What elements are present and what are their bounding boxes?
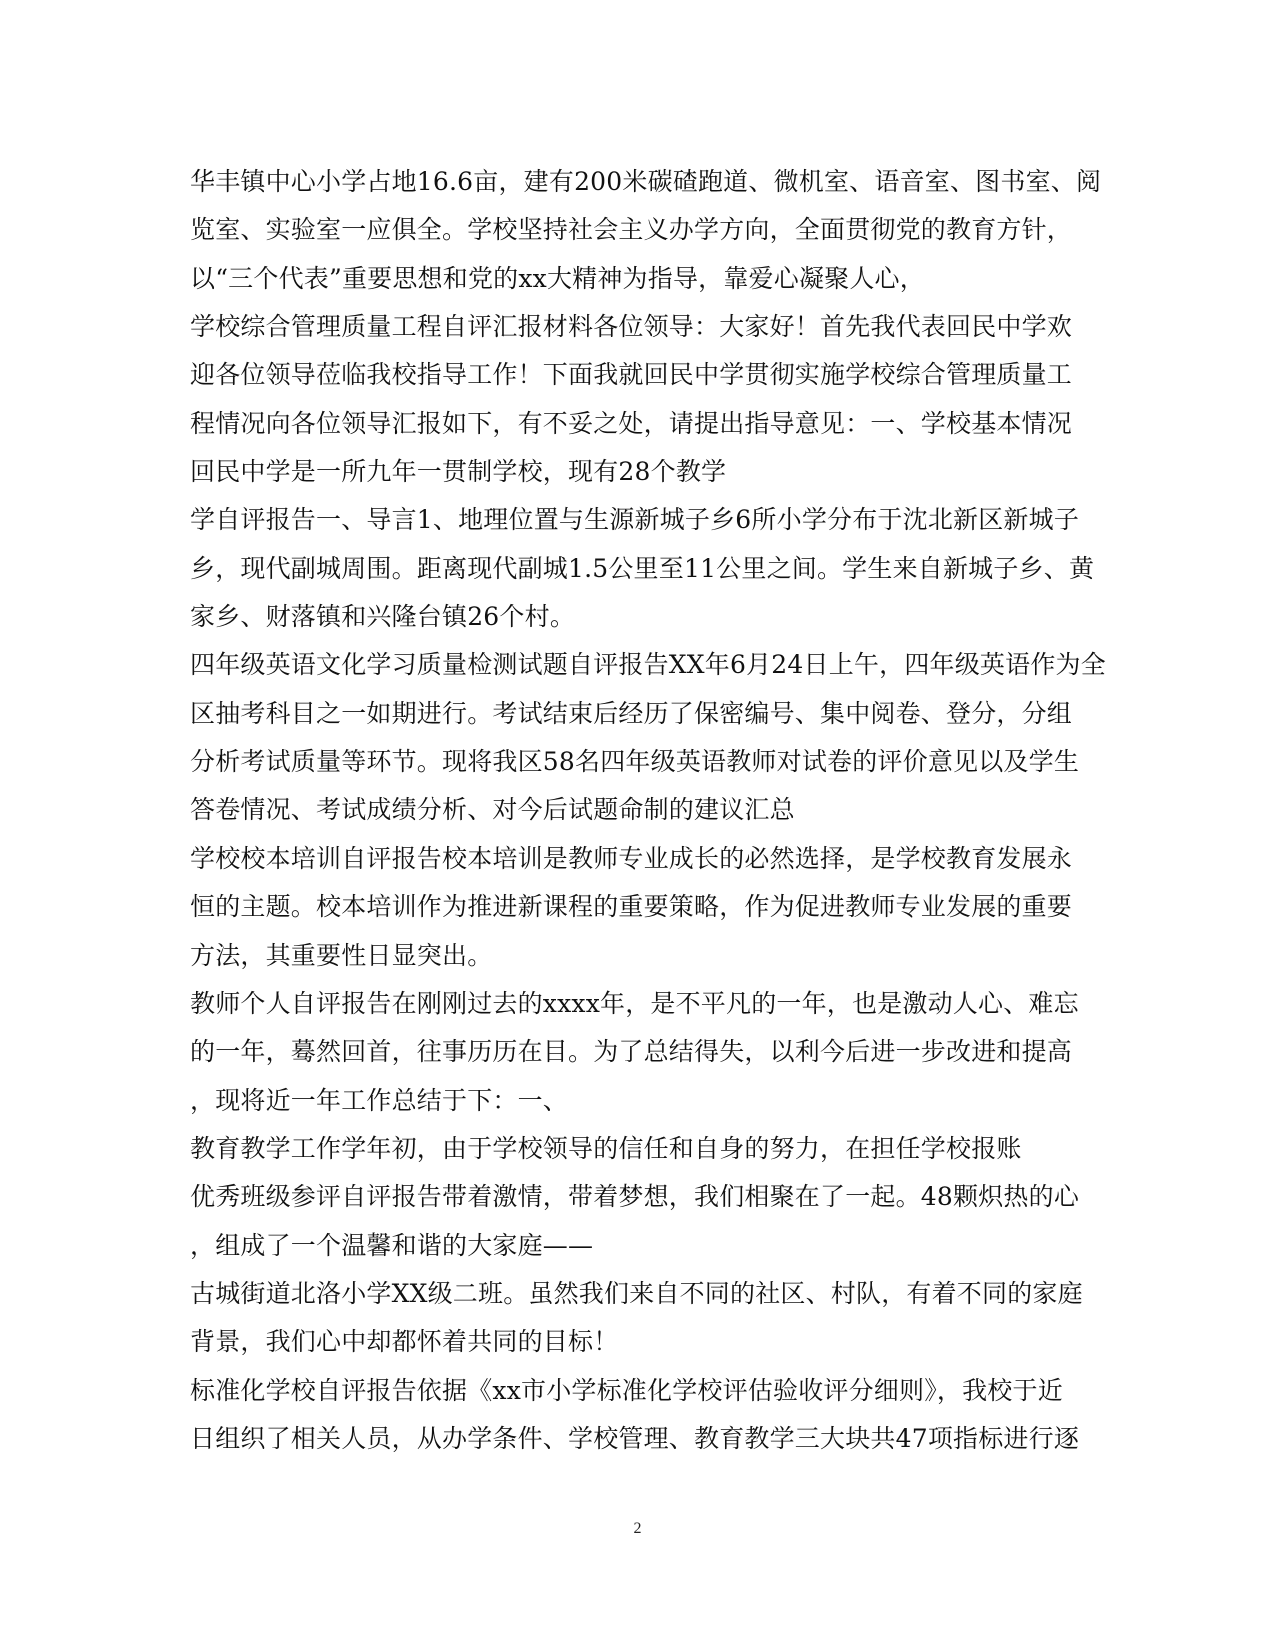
text-line: 古城街道北洛小学XX级二班。虽然我们来自不同的社区、村队，有着不同的家庭 xyxy=(190,1278,1083,1308)
text-line: 学校综合管理质量工程自评汇报材料各位领导：大家好！首先我代表回民中学欢 xyxy=(190,312,1073,342)
text-line: 教师个人自评报告在刚刚过去的xxxx年，是不平凡的一年，也是激动人心、难忘 xyxy=(190,988,1079,1018)
text-line: 标准化学校自评报告依据《xx市小学标准化学校评估验收评分细则》，我校于近 xyxy=(190,1375,1063,1405)
text-line: 恒的主题。校本培训作为推进新课程的重要策略，作为促进教师专业发展的重要 xyxy=(190,892,1073,922)
text-line: 学校校本培训自评报告校本培训是教师专业成长的必然选择，是学校教育发展永 xyxy=(190,843,1073,873)
text-line: 家乡、财落镇和兴隆台镇26个村。 xyxy=(190,602,576,632)
text-line: 览室、实验室一应俱全。学校坚持社会主义办学方向，全面贯彻党的教育方针， xyxy=(190,215,1073,245)
text-line: 分析考试质量等环节。现将我区58名四年级英语教师对试卷的评价意见以及学生 xyxy=(190,747,1080,777)
text-line: 乡，现代副城周围。距离现代副城1.5公里至11公里之间。学生来自新城子乡、黄 xyxy=(190,553,1095,583)
text-line: 区抽考科目之一如期进行。考试结束后经历了保密编号、集中阅卷、登分，分组 xyxy=(190,698,1073,728)
text-line: 回民中学是一所九年一贯制学校，现有28个教学 xyxy=(190,457,727,487)
text-line: 方法，其重要性日显突出。 xyxy=(190,940,493,970)
text-line: 背景，我们心中却都怀着共同的目标！ xyxy=(190,1327,619,1357)
text-line: 迎各位领导莅临我校指导工作！下面我就回民中学贯彻实施学校综合管理质量工 xyxy=(190,360,1073,390)
text-line: 答卷情况、考试成绩分析、对今后试题命制的建议汇总 xyxy=(190,795,795,825)
text-line: 优秀班级参评自评报告带着激情，带着梦想，我们相聚在了一起。48颗炽热的心 xyxy=(190,1182,1080,1212)
text-line: ，组成了一个温馨和谐的大家庭—— xyxy=(190,1230,594,1260)
text-line: 华丰镇中心小学占地16.6亩，建有200米碳碴跑道、微机室、语音室、图书室、阅 xyxy=(190,167,1102,196)
text-line: 以“三个代表”重要思想和党的xx大精神为指导，靠爱心凝聚人心， xyxy=(190,263,925,293)
text-line: 教育教学工作学年初，由于学校领导的信任和自身的努力，在担任学校报账 xyxy=(190,1133,1022,1163)
text-line: 的一年，蓦然回首，往事历历在目。为了总结得失，以利今后进一步改进和提高 xyxy=(190,1037,1073,1067)
text-line: ，现将近一年工作总结于下：一、 xyxy=(190,1085,569,1115)
text-line: 程情况向各位领导汇报如下，有不妥之处，请提出指导意见：一、学校基本情况 xyxy=(190,408,1073,438)
body-text xyxy=(190,158,1106,1463)
page-number: 2 xyxy=(633,1520,642,1537)
text-line: 日组织了相关人员，从办学条件、学校管理、教育教学三大块共47项指标进行逐 xyxy=(190,1423,1080,1453)
text-line: 四年级英语文化学习质量检测试题自评报告XX年6月24日上午，四年级英语作为全 xyxy=(190,650,1106,680)
text-line: 学自评报告一、导言1、地理位置与生源新城子乡6所小学分布于沈北新区新城子 xyxy=(190,505,1080,535)
